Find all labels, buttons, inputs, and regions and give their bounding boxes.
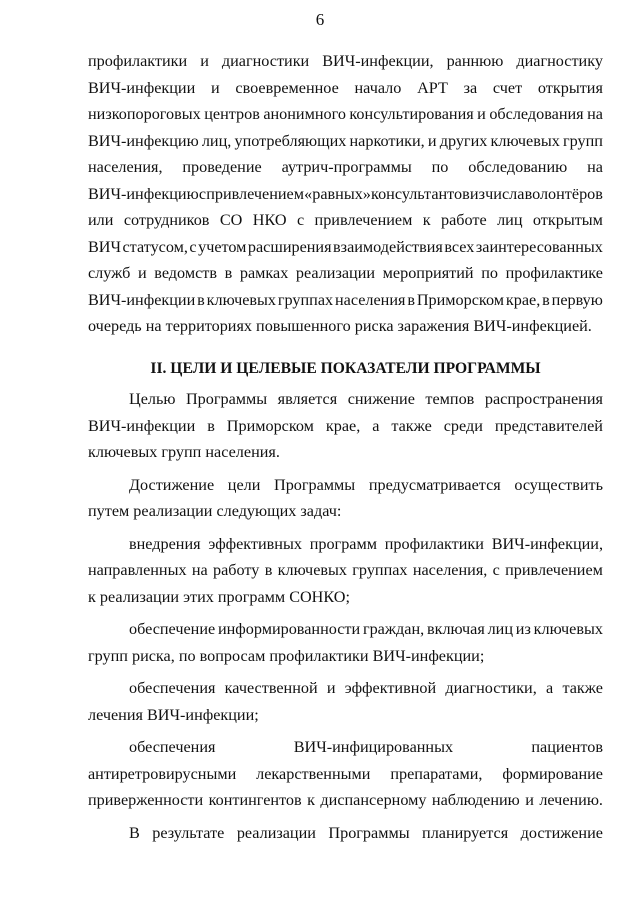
word: планируется xyxy=(422,823,509,842)
word: заинтересованных xyxy=(475,237,603,256)
word: с xyxy=(492,561,500,579)
text-line xyxy=(88,787,603,814)
word: первую xyxy=(551,290,603,309)
word: наркотики, xyxy=(349,131,425,150)
word: привлечением xyxy=(505,561,603,579)
page-number: 6 xyxy=(315,10,325,29)
word: обследования xyxy=(489,105,584,123)
word: статусом, xyxy=(122,237,188,256)
word: из xyxy=(469,184,485,203)
word: наблюдению xyxy=(431,791,520,809)
word: низкопороговых xyxy=(88,105,201,123)
word: проведение xyxy=(182,158,262,176)
word: волонтёров xyxy=(524,184,603,203)
word: включая xyxy=(426,620,485,638)
word: ВИЧ-инфицированных xyxy=(293,738,454,756)
text-line-last: ключевых групп населения. xyxy=(88,443,280,461)
word: в xyxy=(207,416,215,435)
word: граждан, xyxy=(362,620,425,638)
text-line xyxy=(88,675,603,702)
word: профилактике xyxy=(505,264,603,282)
word: достижение xyxy=(520,823,603,842)
word: ключевых xyxy=(277,561,347,579)
word: Программы xyxy=(185,390,268,408)
word: темпов xyxy=(425,390,475,408)
word: ведомств xyxy=(154,264,217,282)
word: анонимного xyxy=(263,105,346,123)
word: раннюю xyxy=(446,52,504,70)
word: учетом xyxy=(198,237,247,256)
word: взаимодействия xyxy=(333,237,443,256)
text-line xyxy=(88,128,603,155)
word: из xyxy=(515,620,531,638)
word: диагностики, xyxy=(445,679,537,697)
word: ключевых xyxy=(533,620,603,638)
word: ключевых xyxy=(490,131,560,150)
word: и xyxy=(427,131,437,150)
word: открытым xyxy=(532,211,603,229)
text-line xyxy=(88,48,603,75)
word: всех xyxy=(444,237,475,256)
word: СО xyxy=(219,211,243,229)
word: с xyxy=(189,237,197,256)
word: ВИЧ-инфекции, xyxy=(491,534,603,553)
text-line xyxy=(88,287,603,314)
text-line xyxy=(88,207,603,234)
word: аутрич-программы xyxy=(281,158,412,176)
word: лечению. xyxy=(539,791,603,809)
word: «равных» xyxy=(304,184,371,203)
word: рамках xyxy=(239,264,289,282)
text-line xyxy=(88,181,603,208)
word: населения xyxy=(335,290,406,309)
text-line-last: лечения ВИЧ-инфекции; xyxy=(88,705,259,724)
word: обследованию xyxy=(468,158,568,176)
word: употребляющих xyxy=(234,131,347,150)
word: населения, xyxy=(412,561,488,579)
text-line xyxy=(88,260,603,287)
document-body xyxy=(88,48,603,846)
word: консультантов xyxy=(371,184,470,203)
word: группах xyxy=(277,290,334,309)
word: НКО xyxy=(252,211,287,229)
word: обеспечение xyxy=(129,620,216,638)
paragraph-intro xyxy=(88,48,603,340)
word: служб xyxy=(88,264,131,282)
word: по xyxy=(431,158,449,176)
text-line-last: очередь на территориях повышенного риска заражения ВИЧ-инфекцией. xyxy=(88,317,592,335)
section-heading: II. ЦЕЛИ И ЦЕЛЕВЫЕ ПОКАЗАТЕЛИ ПРОГРАММЫ xyxy=(150,359,541,377)
word: крае, xyxy=(505,290,541,309)
word: АРТ xyxy=(417,78,448,97)
paragraph-result xyxy=(88,820,603,847)
word: ВИЧ-инфекции, xyxy=(322,52,434,70)
word: Целью xyxy=(129,390,176,408)
word: ВИЧ-инфекции xyxy=(88,416,196,435)
word: других xyxy=(439,131,488,150)
word: цели xyxy=(227,475,261,494)
word: ВИЧ-инфекцию xyxy=(88,184,199,203)
text-line xyxy=(88,761,603,788)
word: привлечением xyxy=(206,184,304,203)
word: Приморском xyxy=(226,416,314,435)
word: предусматривается xyxy=(368,475,501,494)
word: лиц xyxy=(487,620,513,638)
word: профилактики xyxy=(88,52,188,70)
word: а xyxy=(546,679,554,697)
text-line xyxy=(88,234,603,261)
word: группах xyxy=(352,561,408,579)
word: профилактики xyxy=(384,534,484,553)
word: лиц xyxy=(497,211,523,229)
word: антиретровирусными xyxy=(88,764,237,783)
word: снижение xyxy=(347,390,415,408)
word: работе xyxy=(441,211,487,229)
word: направленных xyxy=(88,561,187,579)
word: в xyxy=(264,561,273,579)
word: своевременное xyxy=(235,78,339,97)
word: населения, xyxy=(88,158,163,176)
word: ВИЧ-инфекции xyxy=(88,78,196,97)
word: информированности xyxy=(217,620,361,638)
word: Приморском xyxy=(416,290,504,309)
word: эффективной xyxy=(344,679,437,697)
word: по xyxy=(481,264,498,282)
word: контингентов xyxy=(208,791,302,809)
word: ключевых xyxy=(206,290,277,309)
word: и xyxy=(326,679,336,697)
word: с xyxy=(198,184,207,203)
word: качественной xyxy=(224,679,318,697)
word: и xyxy=(477,105,486,123)
word: и xyxy=(211,78,220,97)
word: ВИЧ-инфекцию xyxy=(88,131,199,150)
word: центров xyxy=(204,105,260,123)
word: пациентов xyxy=(531,738,603,756)
word: в xyxy=(407,290,415,309)
word: счет xyxy=(492,78,523,97)
text-line xyxy=(88,734,603,761)
task-item-3 xyxy=(88,675,603,728)
word: является xyxy=(277,390,338,408)
word: в xyxy=(542,290,550,309)
word: В xyxy=(129,823,140,842)
word: на xyxy=(191,561,208,579)
word: в xyxy=(224,264,233,282)
text-line-last: групп риска, по вопросам профилактики ВИЧ-инфекции; xyxy=(88,646,485,665)
word: также xyxy=(391,416,432,435)
text-line xyxy=(88,386,603,413)
word: эффективных xyxy=(208,534,302,553)
text-line xyxy=(88,820,603,847)
word: диагностики xyxy=(221,52,310,70)
text-line xyxy=(88,531,603,558)
task-item-1 xyxy=(88,531,603,611)
word: осуществить xyxy=(514,475,603,494)
word: за xyxy=(463,78,478,97)
text-line xyxy=(88,616,603,643)
word: программ xyxy=(309,534,377,553)
word: расширения xyxy=(247,237,332,256)
word: на xyxy=(587,158,603,176)
word: и xyxy=(200,52,209,70)
word: результате xyxy=(152,823,225,842)
word: обеспечения xyxy=(129,738,216,756)
word: и xyxy=(137,264,147,282)
word: и xyxy=(525,791,534,809)
word: реализации xyxy=(236,823,316,842)
text-line xyxy=(88,75,603,102)
text-line-last: путем реализации следующих задач: xyxy=(88,502,342,520)
word: в xyxy=(197,290,205,309)
text-line xyxy=(88,472,603,499)
word: с xyxy=(296,211,305,229)
word: на xyxy=(587,105,603,123)
word: распространения xyxy=(484,390,603,408)
word: препаратами, xyxy=(390,764,483,783)
word: диспансерному xyxy=(320,791,427,809)
word: лекарственными xyxy=(256,764,371,783)
word: реализации xyxy=(295,264,376,282)
word: мероприятий xyxy=(382,264,474,282)
word: работу xyxy=(213,561,260,579)
word: приверженности xyxy=(88,791,204,809)
text-line xyxy=(88,154,603,181)
word: внедрения xyxy=(129,534,201,553)
paragraph-goal xyxy=(88,386,603,466)
word: открытия xyxy=(537,78,603,97)
word: а xyxy=(372,416,380,435)
word: среди xyxy=(443,416,483,435)
word: Программы xyxy=(328,823,410,842)
word: числа xyxy=(485,184,525,203)
word: к xyxy=(307,791,315,809)
word: ВИЧ xyxy=(88,237,122,256)
word: ВИЧ-инфекции xyxy=(88,290,196,309)
word: привлечением xyxy=(314,211,413,229)
word: формирование xyxy=(502,764,603,783)
word: к xyxy=(422,211,431,229)
task-item-2 xyxy=(88,616,603,669)
task-item-4 xyxy=(88,734,603,814)
paragraph-tasks xyxy=(88,472,603,525)
word: крае, xyxy=(325,416,361,435)
word: Программы xyxy=(274,475,356,494)
word: групп xyxy=(563,131,603,150)
word: также xyxy=(562,679,603,697)
text-line xyxy=(88,101,603,128)
text-line xyxy=(88,557,603,584)
word: диагностику xyxy=(516,52,603,70)
word: представителей xyxy=(494,416,603,435)
word: консультирования xyxy=(349,105,474,123)
word: или xyxy=(88,211,114,229)
text-line-last: к реализации этих программ СОНКО; xyxy=(88,587,350,606)
word: лиц, xyxy=(201,131,232,150)
word: обеспечения xyxy=(129,679,216,697)
text-line xyxy=(88,413,603,440)
word: начало xyxy=(354,78,402,97)
word: сотрудников xyxy=(123,211,210,229)
word: Достижение xyxy=(129,475,215,494)
